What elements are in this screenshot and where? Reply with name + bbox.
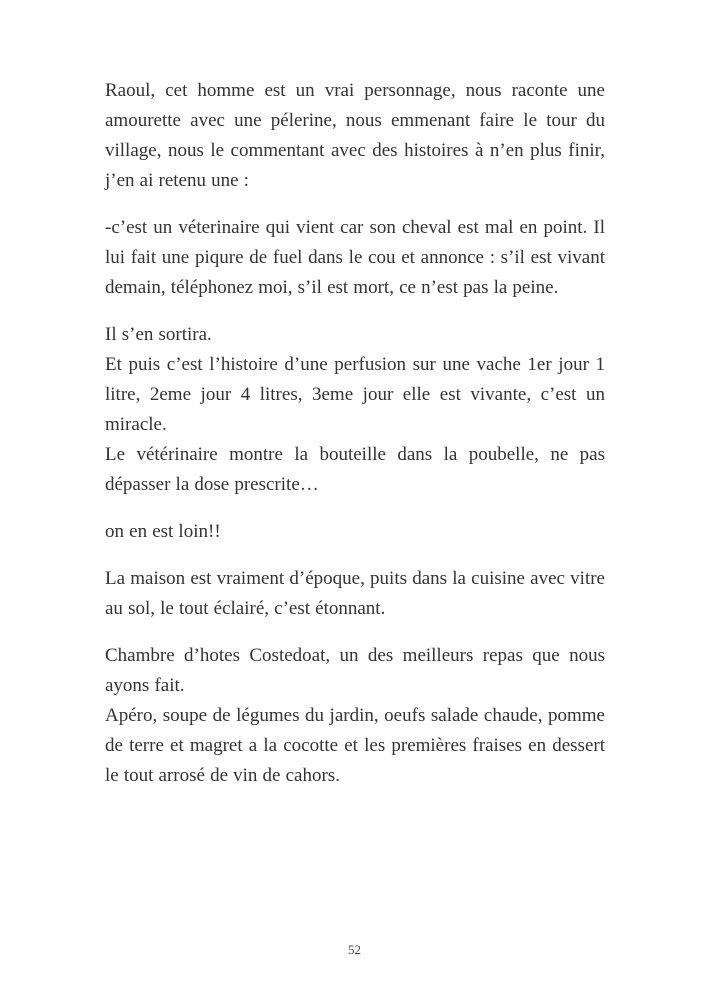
text-block [105,517,605,547]
paragraph: -c’est un véterinaire qui vient car son cheval est mal en point. Il lui fait une piqure de fuel dans le cou et annonce : s’il est vivant demain, téléphonez moi, s’il est mort, ce n’est pas la peine. [105,217,605,298]
text-block [105,641,605,791]
paragraph: Le vétérinaire montre la bouteille dans la poubelle, ne pas dépasser la dose prescrite… [105,444,605,495]
paragraph: Il s’en sortira. [105,324,212,345]
text-block [105,213,605,303]
paragraph: Apéro, soupe de légumes du jardin, oeufs salade chaude, pomme de terre et magret a la cocotte et les premières fraises en dessert le tout arrosé de vin de cahors. [105,705,605,786]
paragraph: La maison est vraiment d’époque, puits dans la cuisine avec vitre au sol, le tout éclairé, c’est étonnant. [105,568,605,619]
page-text [105,76,605,791]
paragraph: on en est loin!! [105,521,221,542]
text-block [105,320,605,500]
paragraph: Raoul, cet homme est un vrai personnage, nous raconte une amourette avec une pélerine, nous emmenant faire le tour du village, nous le commentant avec des histoires à n’en plus finir, j’en ai retenu une : [105,80,605,191]
paragraph: Et puis c’est l’histoire d’une perfusion sur une vache 1er jour 1 litre, 2eme jour 4 litres, 3eme jour elle est vivante, c’est un miracle. [105,354,605,435]
text-block [105,564,605,624]
paragraph: Chambre d’hotes Costedoat, un des meilleurs repas que nous ayons fait. [105,645,605,696]
text-block [105,76,605,196]
page-number: 52 [348,942,361,957]
